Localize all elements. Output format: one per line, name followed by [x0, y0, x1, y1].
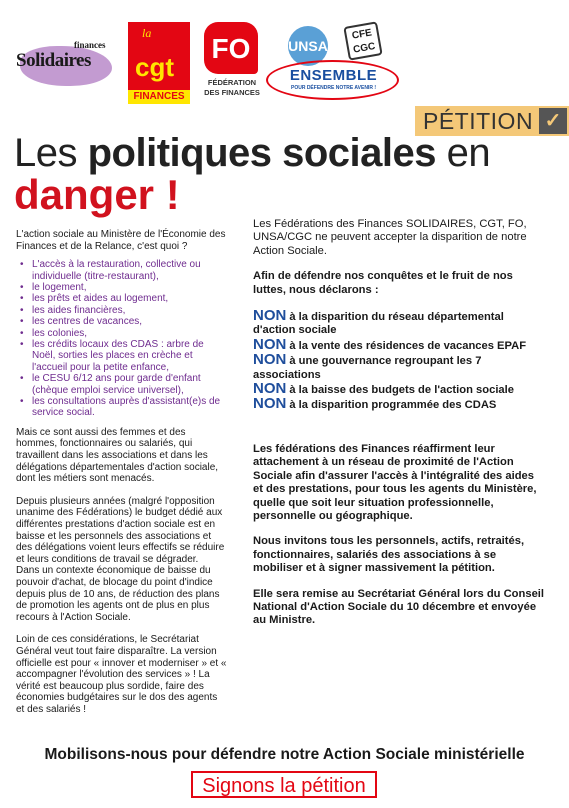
left-paragraph-1: Mais ce sont aussi des femmes et des hommes, fonctionnaires ou salariés, qui travaillent dans les associations et dans les délégations départementales d'action sociale, dont les métiers sont menacés.: [16, 426, 219, 485]
non-item: [253, 353, 545, 382]
list-item: • les aides financières,: [32, 305, 228, 316]
ensemble-tagline: POUR DÉFENDRE NOTRE AVENIR !: [290, 85, 376, 91]
list-item: • le logement,: [32, 282, 228, 293]
list-item: • les colonies,: [32, 328, 228, 339]
cfe-cgc-mark: CFE CGC: [343, 21, 382, 60]
right-column: [253, 218, 545, 628]
title-bold: politiques sociales: [87, 131, 436, 175]
non-text: à la baisse des budgets de l'action sociale: [289, 384, 514, 397]
right-paragraph-4: Nous invitons tous les personnels, actifs, retraités, fonctionnaires, salariés des associations à se mobiliser et à signer massivement la pétition.: [253, 535, 525, 575]
non-text: à la vente des résidences de vacances EPAF: [289, 339, 527, 352]
fo-federation-logo: [202, 22, 262, 104]
list-item: • le CESU 6/12 ans pour garde d'enfant (chèque emploi service universel),: [32, 373, 228, 396]
fo-subtitle: FÉDÉRATION DES FINANCES: [204, 78, 260, 97]
cgt-text: cgt: [135, 52, 174, 82]
left-paragraph-2: Depuis plusieurs années (malgré l'opposition unanime des Fédérations) le budget dédié aux différentes prestations d'action sociale est en baisse et les personnels des associations et des délégations voient leurs effectifs se réduire et leurs conditions de travail se dégrader.: [16, 495, 225, 565]
non-word: NON: [253, 351, 287, 369]
left-column: [16, 229, 228, 716]
non-word: NON: [253, 335, 287, 353]
right-paragraph-3: Les fédérations des Finances réaffirment leur attachement à un réseau de proximité de l'Action Sociale afin d'assurer l'accès à l'intégralité des aides et des prestations, pour tous les agents du Ministère, quelle que soit leur situation professionnelle, personnelle ou géographique.: [253, 442, 537, 522]
action-sociale-list: [16, 259, 228, 419]
left-paragraph-4: Loin de ces considérations, le Secrétariat Général veut tout faire disparaître. La version officielle est pour « innover et moderniser » et « accompagner l'évolution des services » ! La vérité est beaucoup plus sordide, faire des économies budgétaires sur le dos des agents et des salariés !: [16, 634, 227, 715]
non-list: [253, 309, 545, 413]
non-word: NON: [253, 380, 287, 398]
list-item: • les consultations auprès d'assistant(e)s de service social.: [32, 396, 228, 419]
title-post: en: [436, 131, 491, 175]
unsa-circle: UNSA: [288, 26, 328, 66]
non-item: [253, 335, 545, 353]
unsa-cgc-ensemble-logo: [266, 20, 401, 100]
petition-badge-label: PÉTITION: [423, 108, 534, 134]
solidaires-text: Solidaires: [16, 50, 91, 71]
fo-text: FO: [204, 22, 258, 74]
sign-petition-link[interactable]: Signons la pétition: [191, 771, 377, 798]
non-word: NON: [253, 395, 287, 413]
right-paragraph-1: Les Fédérations des Finances SOLIDAIRES, CGT, FO, UNSA/CGC ne peuvent accepter la disparition de notre Action Sociale.: [253, 218, 527, 257]
checkmark-icon: ✓: [539, 108, 567, 134]
non-text: à la disparition programmée des CDAS: [289, 399, 497, 412]
list-item: • les centres de vacances,: [32, 316, 228, 327]
solidaires-finances-logo: [14, 38, 119, 90]
list-item: • les prêts et aides au logement,: [32, 293, 228, 304]
right-paragraph-5: Elle sera remise au Secrétariat Général lors du Conseil National d'Action Sociale du 10 décembre et envoyée au Ministre.: [253, 587, 545, 627]
cgt-la-text: la: [142, 26, 152, 40]
cgt-finances-text: FINANCES: [128, 90, 190, 104]
left-intro: L'action sociale au Ministère de l'Économie des Finances et de la Relance, c'est quoi ?: [16, 229, 226, 252]
non-word: NON: [253, 307, 287, 325]
non-text: à une gouvernance regroupant les 7 associations: [253, 355, 482, 381]
right-paragraph-2: Afin de défendre nos conquêtes et le fruit de nos luttes, nous déclarons :: [253, 270, 513, 296]
non-item: [253, 309, 545, 338]
list-item: • les crédits locaux des CDAS : arbre de Noël, sorties les places en crèche et l'accueil pour la petite enfance,: [32, 339, 228, 373]
left-paragraph-3: Dans un contexte économique de baisse du pouvoir d'achat, de blocage du point d'indice depuis plus de 10 ans, de réduction des plans de promotion les agents ont de plus en plus recours à l'Action Sociale.: [16, 565, 220, 623]
page-title-line2: danger !: [14, 171, 180, 218]
non-item: [253, 397, 545, 412]
title-pre: Les: [14, 131, 88, 175]
list-item: • L'accès à la restauration, collective ou individuelle (titre-restaurant),: [32, 259, 228, 282]
cgt-finances-logo: [128, 22, 190, 104]
mobilisons-headline: Mobilisons-nous pour défendre notre Action Sociale ministérielle: [44, 746, 525, 763]
non-item: [253, 382, 545, 397]
non-text: à la disparition du réseau départemental d'action sociale: [253, 311, 504, 337]
ensemble-text: ENSEMBLE: [289, 67, 378, 84]
solidaires-finances-text: finances: [74, 40, 106, 50]
